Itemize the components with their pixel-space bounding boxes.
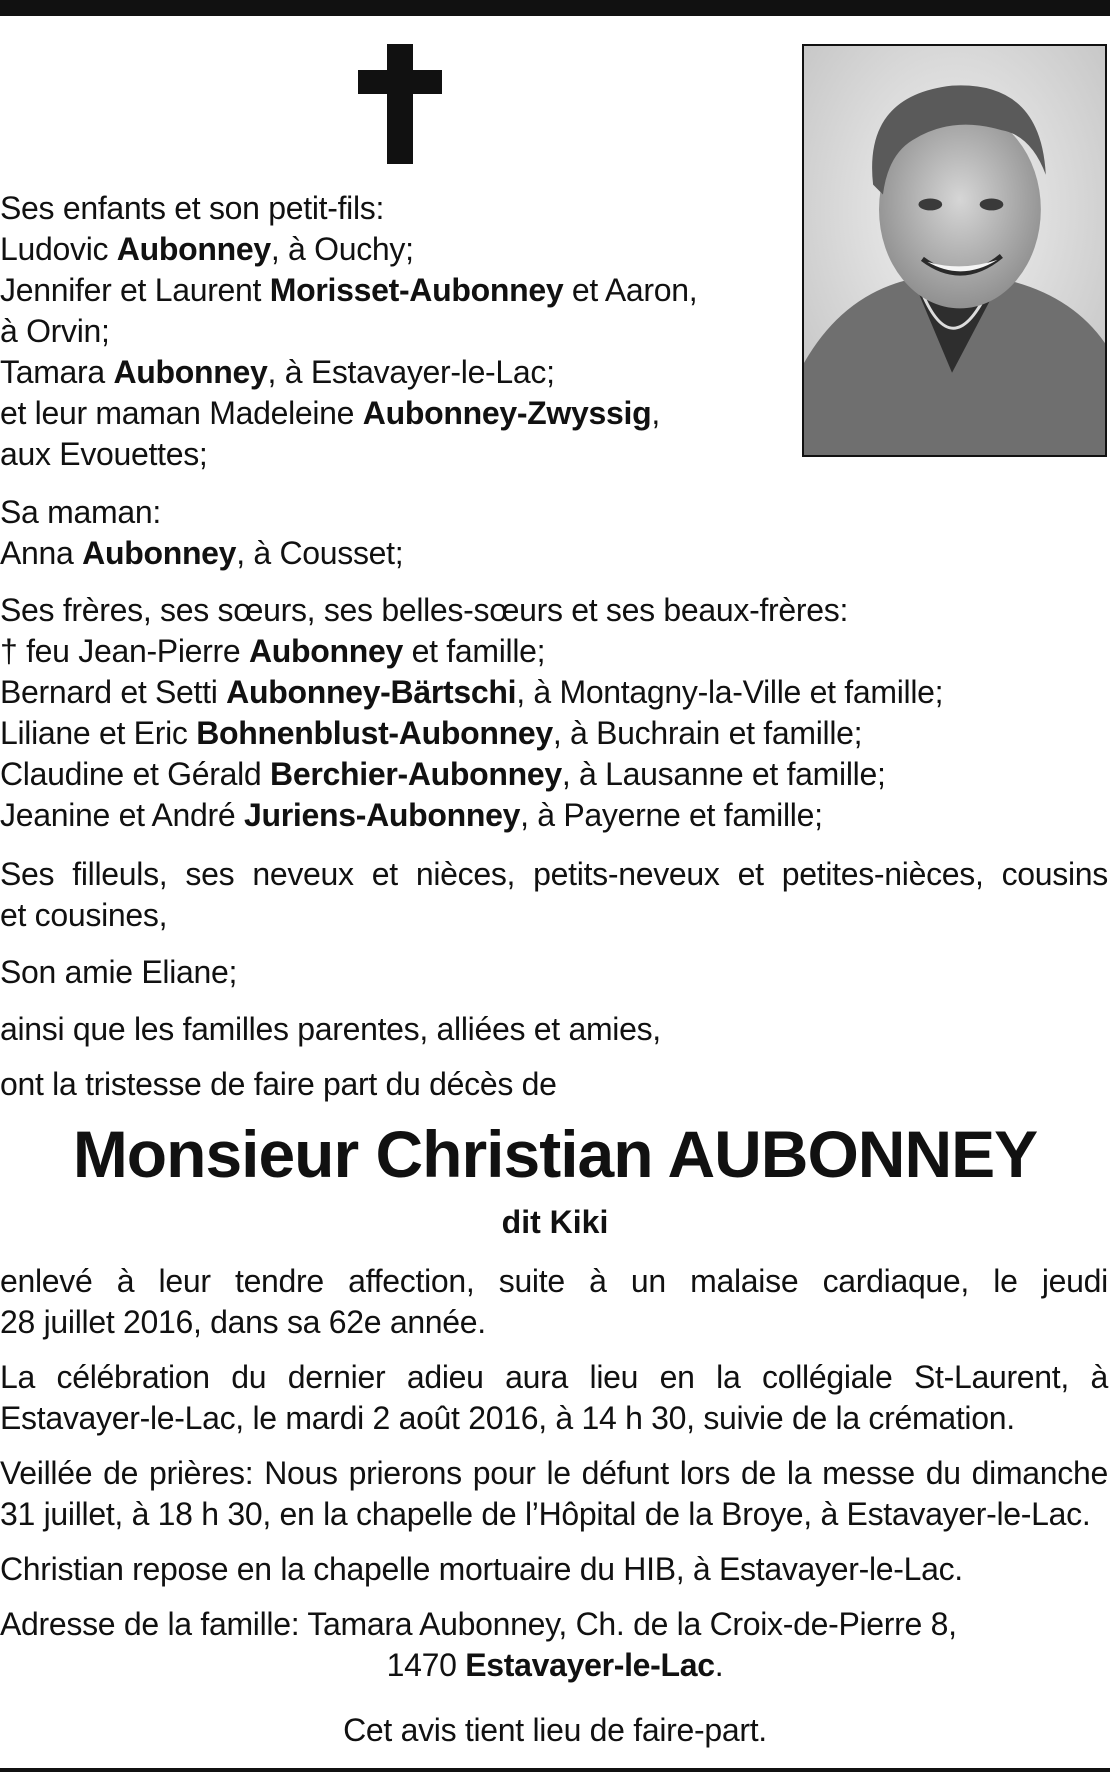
portrait-photo [802, 44, 1107, 457]
death-line: 28 juillet 2016, dans sa 62e année. [0, 1304, 486, 1340]
cross-icon [358, 44, 442, 164]
ceremony-line: La célébration du dernier adieu aura lieu en la collégiale St-Laurent, à [0, 1359, 1108, 1395]
deceased-alias: dit Kiki [501, 1204, 609, 1240]
children-heading: Ses enfants et son petit-fils: [0, 190, 385, 226]
vigil-line: 31 juillet, à 18 h 30, en la chapelle de l’Hôpital de la Broye, à Estavayer-le-Lac. [0, 1496, 1091, 1532]
siblings-heading: Ses frères, ses sœurs, ses belles-sœurs et ses beaux-frères: [0, 592, 849, 628]
godchildren-line: Ses filleuls, ses neveux et nièces, petits-neveux et petites-nièces, cousins [0, 856, 1108, 892]
sibling-line: † feu Jean-Pierre Aubonney et famille; [0, 633, 546, 669]
sibling-line: Bernard et Setti Aubonney-Bärtschi, à Montagny-la-Ville et famille; [0, 674, 944, 710]
friend-line: Son amie Eliane; [0, 954, 238, 990]
sibling-line: Jeanine et André Juriens-Aubonney, à Payerne et famille; [0, 797, 823, 833]
family-line: et leur maman Madeleine Aubonney-Zwyssig, [0, 395, 660, 431]
closing-line: Cet avis tient lieu de faire-part. [343, 1712, 767, 1748]
death-line: enlevé à leur tendre affection, suite à un malaise cardiaque, le jeudi [0, 1263, 1108, 1299]
bottom-rule [0, 1768, 1110, 1772]
deceased-name: Monsieur Christian AUBONNEY [72, 1117, 1038, 1191]
families-line: ainsi que les familles parentes, alliées et amies, [0, 1011, 661, 1047]
rest-line: Christian repose en la chapelle mortuaire du HIB, à Estavayer-le-Lac. [0, 1551, 963, 1587]
announcement-line: ont la tristesse de faire part du décès de [0, 1066, 557, 1102]
family-line: aux Evouettes; [0, 436, 208, 472]
ceremony-line: Estavayer-le-Lac, le mardi 2 août 2016, à 14 h 30, suivie de la crémation. [0, 1400, 1015, 1436]
sibling-line: Claudine et Gérald Berchier-Aubonney, à Lausanne et famille; [0, 756, 886, 792]
address-line: 1470 Estavayer-le-Lac. [386, 1647, 724, 1683]
godchildren-line: et cousines, [0, 897, 168, 933]
family-line: à Orvin; [0, 313, 110, 349]
family-line: Ludovic Aubonney, à Ouchy; [0, 231, 414, 267]
address-line: Adresse de la famille: Tamara Aubonney, Ch. de la Croix-de-Pierre 8, [0, 1606, 957, 1642]
mother-heading: Sa maman: [0, 494, 161, 530]
vigil-line: Veillée de prières: Nous prierons pour le défunt lors de la messe du dimanche [0, 1455, 1108, 1491]
mother-line: Anna Aubonney, à Cousset; [0, 535, 404, 571]
family-line: Tamara Aubonney, à Estavayer-le-Lac; [0, 354, 555, 390]
top-rule [0, 0, 1110, 16]
sibling-line: Liliane et Eric Bohnenblust-Aubonney, à Buchrain et famille; [0, 715, 863, 751]
family-line: Jennifer et Laurent Morisset-Aubonney et Aaron, [0, 272, 698, 308]
